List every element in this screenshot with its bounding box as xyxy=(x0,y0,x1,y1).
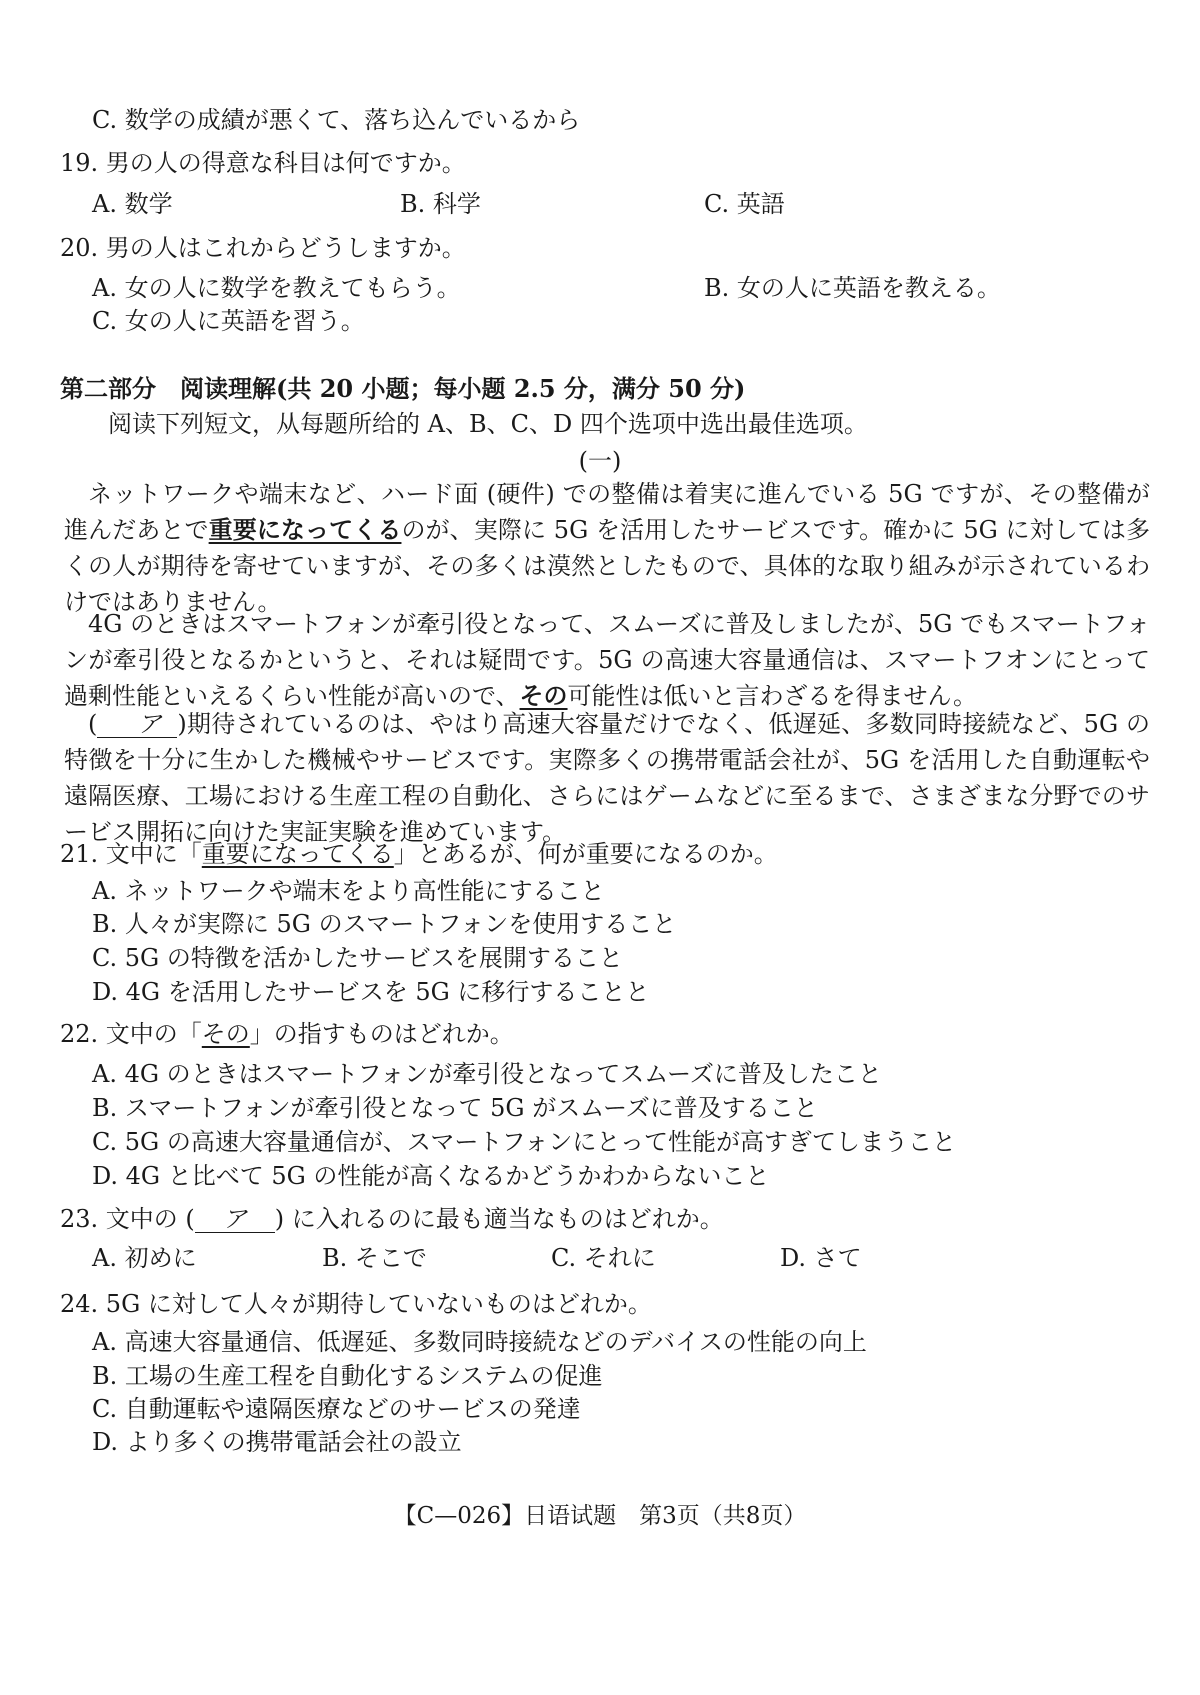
q24-option-b: B. 工場の生産工程を自動化するシステムの促進 xyxy=(92,1362,603,1390)
q20-option-a: A. 女の人に数学を教えてもらう。 xyxy=(92,274,461,302)
q24-option-a: A. 高速大容量通信、低遅延、多数同時接続などのデバイスの性能の向上 xyxy=(92,1328,867,1356)
q18-option-c: C. 数学の成績が悪くて、落ち込んでいるから xyxy=(92,106,581,134)
blank-a-question: ア xyxy=(195,1206,275,1233)
q20-stem: 20. 男の人はこれからどうしますか。 xyxy=(60,234,466,262)
q21-option-a: A. ネットワークや端末をより高性能にすること xyxy=(92,877,605,905)
q24-option-c: C. 自動運転や遠隔医療などのサービスの発達 xyxy=(92,1395,581,1423)
underlined-word-sono: その xyxy=(519,681,568,710)
blank-a: ア xyxy=(97,711,177,738)
passage-label: (一) xyxy=(578,447,622,475)
q21-stem: 21. 文中に「重要になってくる」とあるが、何が重要になるのか。 xyxy=(60,840,778,868)
q22-option-b: B. スマートフォンが牽引役となって 5G がスムーズに普及すること xyxy=(92,1094,818,1122)
q19-option-c: C. 英語 xyxy=(704,190,785,218)
q23-option-a: A. 初めに xyxy=(92,1244,197,1272)
passage-paragraph-3: ( ア )期待されているのは、やはり高速大容量だけでなく、低遅延、多数同時接続など、5G の特徴を十分に生かした機械やサービスです。実際多くの携帯電話会社が、5G を活用した自動運転や遠隔医療、工場における生産工程の自動化、さらにはゲームなどに至るまで、さまざまな分野でのサービス開拓に向けた実証実験を進めています。 xyxy=(64,710,1150,846)
q20-option-b: B. 女の人に英語を教える。 xyxy=(704,274,1001,302)
section2-heading: 第二部分 阅读理解(共 20 小题；每小题 2.5 分，满分 50 分) xyxy=(60,374,746,403)
passage-paragraph-1: ネットワークや端末など、ハード面 (硬件) での整備は着実に進んでいる 5G ですが、その整備が進んだあとで重要になってくるのが、実際に 5G を活用したサービスです。確かに 5G に対しては多くの人が期待を寄せていますが、その多くは漠然としたもので、具体的な取り組みが示されているわけではありません。 xyxy=(64,480,1151,616)
q22-option-c: C. 5G の高速大容量通信が、スマートフォンにとって性能が高すぎてしまうこと xyxy=(92,1128,956,1156)
q22-option-a: A. 4G のときはスマートフォンが牽引役となってスムーズに普及したこと xyxy=(92,1060,882,1088)
q23-option-b: B. そこで xyxy=(322,1244,427,1272)
q22-stem: 22. 文中の「その」の指すものはどれか。 xyxy=(60,1020,514,1048)
q24-option-d: D. より多くの携帯電話会社の設立 xyxy=(92,1428,462,1456)
passage-paragraph-2: 4G のときはスマートフォンが牽引役となって、スムーズに普及しましたが、5G でもスマートフォンが牽引役となるかというと、それは疑問です。5G の高速大容量通信は、スマートフオンにとって過剰性能といえるくらい性能が高いので、その可能性は低いと言わざるを得ません。 xyxy=(64,610,1150,710)
q21-option-d: D. 4G を活用したサービスを 5G に移行することと xyxy=(92,978,650,1006)
q23-option-d: D. さて xyxy=(780,1244,862,1272)
q21-option-b: B. 人々が実際に 5G のスマートフォンを使用すること xyxy=(92,910,677,938)
q19-option-b: B. 科学 xyxy=(400,190,481,218)
underlined-phrase-juuyou: 重要になってくる xyxy=(208,515,402,544)
q19-option-a: A. 数学 xyxy=(92,190,173,218)
page-footer: 【C—026】日语试题 第3页（共8页） xyxy=(393,1503,807,1529)
q23-stem: 23. 文中の ( ア ) に入れるのに最も適当なものはどれか。 xyxy=(60,1205,724,1233)
q20-option-c: C. 女の人に英語を習う。 xyxy=(92,307,365,335)
section2-instruction: 阅读下列短文，从每题所给的 A、B、C、D 四个选项中选出最佳选项。 xyxy=(108,410,868,438)
q19-stem: 19. 男の人の得意な科目は何ですか。 xyxy=(60,149,466,177)
q23-option-c: C. それに xyxy=(551,1244,656,1272)
q21-option-c: C. 5G の特徴を活かしたサービスを展開すること xyxy=(92,944,623,972)
q24-stem: 24. 5G に対して人々が期待していないものはどれか。 xyxy=(60,1290,652,1318)
q22-option-d: D. 4G と比べて 5G の性能が高くなるかどうかわからないこと xyxy=(92,1162,770,1190)
